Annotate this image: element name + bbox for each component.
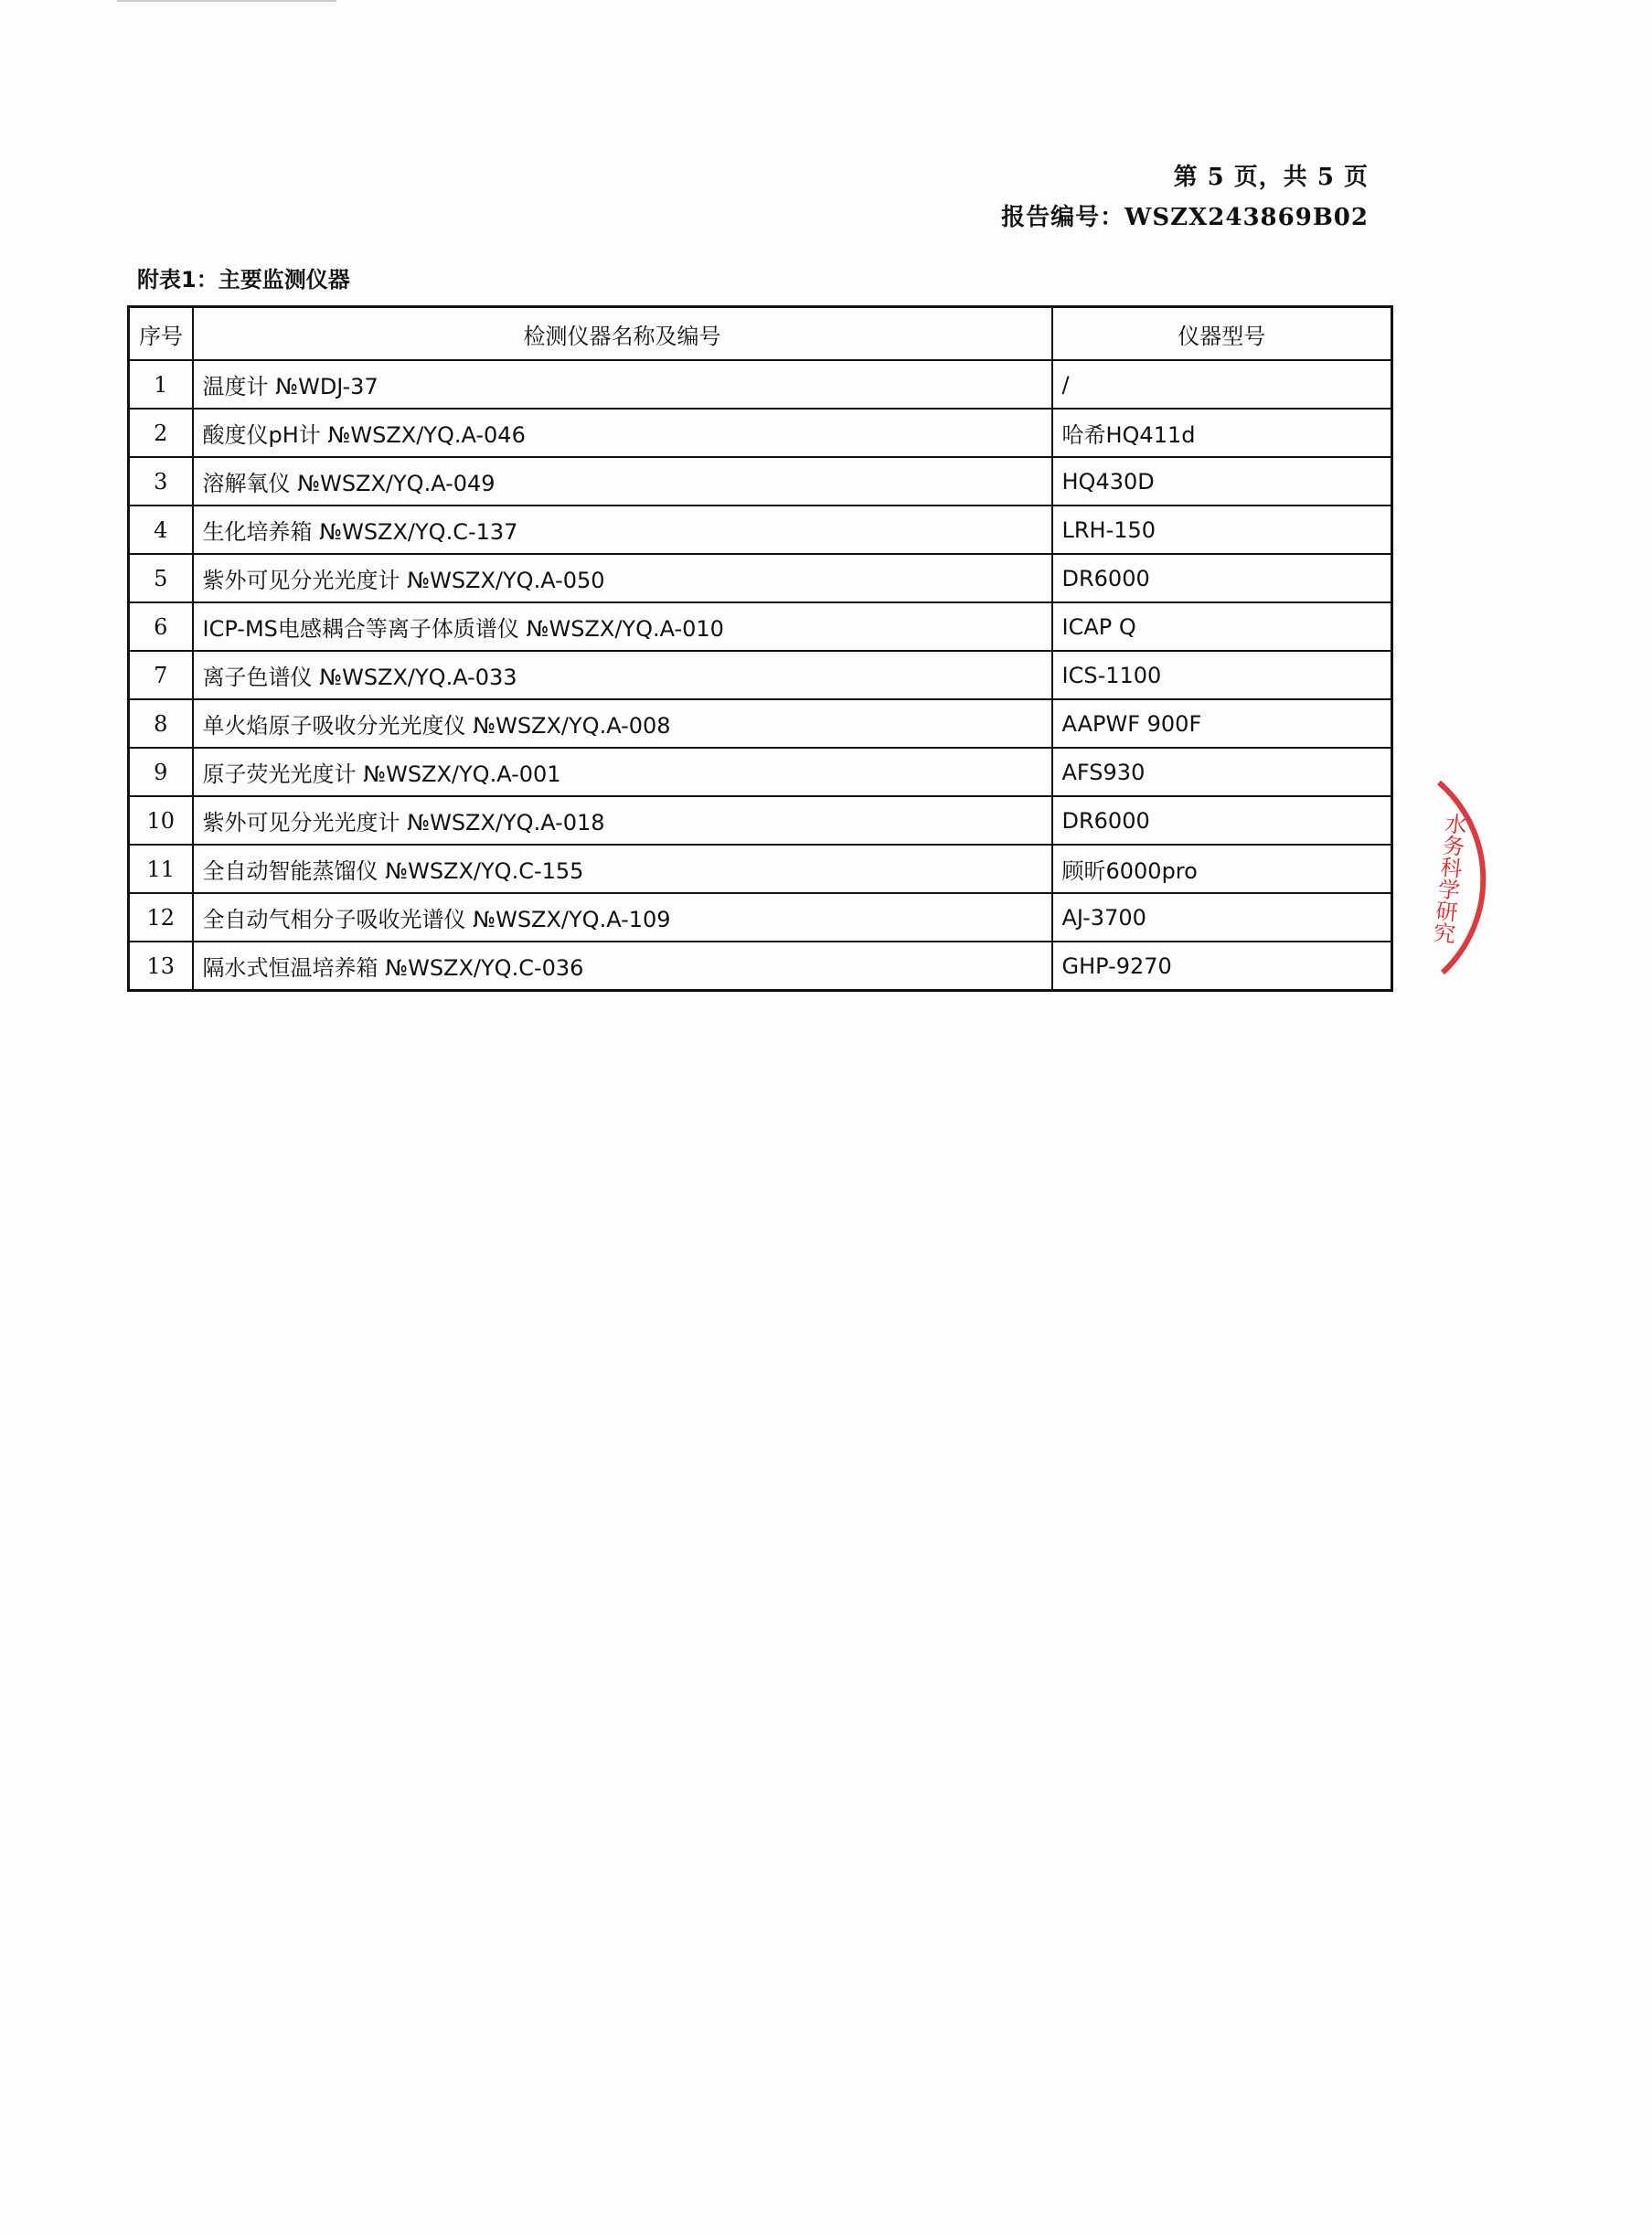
table-row bbox=[129, 409, 1392, 457]
row-instrument-name: 溶解氧仪 №WSZX/YQ.A-049 bbox=[193, 457, 1052, 506]
table-row bbox=[129, 748, 1392, 796]
row-instrument-name: 生化培养箱 №WSZX/YQ.C-137 bbox=[193, 506, 1052, 554]
row-instrument-model: ICS-1100 bbox=[1052, 651, 1392, 699]
row-seq: 2 bbox=[129, 409, 193, 457]
row-seq: 3 bbox=[129, 457, 193, 506]
row-seq: 11 bbox=[129, 845, 193, 893]
official-seal-stamp bbox=[1428, 777, 1516, 978]
row-instrument-name: 紫外可见分光光度计 №WSZX/YQ.A-018 bbox=[193, 796, 1052, 845]
row-instrument-model: DR6000 bbox=[1052, 796, 1392, 845]
row-instrument-name: 全自动智能蒸馏仪 №WSZX/YQ.C-155 bbox=[193, 845, 1052, 893]
row-seq: 12 bbox=[129, 893, 193, 942]
row-seq: 9 bbox=[129, 748, 193, 796]
table-row bbox=[129, 360, 1392, 409]
row-instrument-model: GHP-9270 bbox=[1052, 942, 1392, 991]
row-instrument-name: 原子荧光光度计 №WSZX/YQ.A-001 bbox=[193, 748, 1052, 796]
row-seq: 5 bbox=[129, 554, 193, 602]
scan-edge-mark bbox=[117, 0, 336, 5]
row-seq: 10 bbox=[129, 796, 193, 845]
row-instrument-name: 离子色谱仪 №WSZX/YQ.A-033 bbox=[193, 651, 1052, 699]
row-instrument-model: AFS930 bbox=[1052, 748, 1392, 796]
column-header-seq: 序号 bbox=[129, 307, 193, 361]
column-header-model: 仪器型号 bbox=[1052, 307, 1392, 361]
report-number: 报告编号：WSZX243869B02 bbox=[1001, 204, 1369, 231]
table-row bbox=[129, 893, 1392, 942]
row-instrument-model: AJ-3700 bbox=[1052, 893, 1392, 942]
column-header-name: 检测仪器名称及编号 bbox=[193, 307, 1052, 361]
row-seq: 7 bbox=[129, 651, 193, 699]
table-row bbox=[129, 845, 1392, 893]
row-instrument-name: 酸度仪pH计 №WSZX/YQ.A-046 bbox=[193, 409, 1052, 457]
row-seq: 6 bbox=[129, 602, 193, 651]
table-row bbox=[129, 554, 1392, 602]
instruments-table bbox=[127, 305, 1393, 992]
table-row bbox=[129, 651, 1392, 699]
seal-text: 水务科学研究 bbox=[1428, 811, 1468, 945]
row-instrument-model: DR6000 bbox=[1052, 554, 1392, 602]
table-row bbox=[129, 602, 1392, 651]
table-row bbox=[129, 506, 1392, 554]
row-instrument-name: ICP-MS电感耦合等离子体质谱仪 №WSZX/YQ.A-010 bbox=[193, 602, 1052, 651]
row-seq: 1 bbox=[129, 360, 193, 409]
table-row bbox=[129, 796, 1392, 845]
row-instrument-model: AAPWF 900F bbox=[1052, 699, 1392, 748]
table-header-row bbox=[129, 307, 1392, 361]
table-row bbox=[129, 942, 1392, 991]
row-instrument-model: HQ430D bbox=[1052, 457, 1392, 506]
row-instrument-name: 全自动气相分子吸收光谱仪 №WSZX/YQ.A-109 bbox=[193, 893, 1052, 942]
table-row bbox=[129, 699, 1392, 748]
row-instrument-model: LRH-150 bbox=[1052, 506, 1392, 554]
row-instrument-model: / bbox=[1052, 360, 1392, 409]
row-seq: 13 bbox=[129, 942, 193, 991]
table-row bbox=[129, 457, 1392, 506]
row-instrument-model: 顾昕6000pro bbox=[1052, 845, 1392, 893]
page-number: 第 5 页，共 5 页 bbox=[1173, 164, 1369, 191]
row-instrument-model: ICAP Q bbox=[1052, 602, 1392, 651]
row-seq: 8 bbox=[129, 699, 193, 748]
table-caption: 附表1：主要监测仪器 bbox=[137, 267, 350, 293]
page-header-info bbox=[1001, 157, 1369, 238]
row-seq: 4 bbox=[129, 506, 193, 554]
row-instrument-name: 温度计 №WDJ-37 bbox=[193, 360, 1052, 409]
row-instrument-model: 哈希HQ411d bbox=[1052, 409, 1392, 457]
row-instrument-name: 隔水式恒温培养箱 №WSZX/YQ.C-036 bbox=[193, 942, 1052, 991]
row-instrument-name: 紫外可见分光光度计 №WSZX/YQ.A-050 bbox=[193, 554, 1052, 602]
row-instrument-name: 单火焰原子吸收分光光度仪 №WSZX/YQ.A-008 bbox=[193, 699, 1052, 748]
